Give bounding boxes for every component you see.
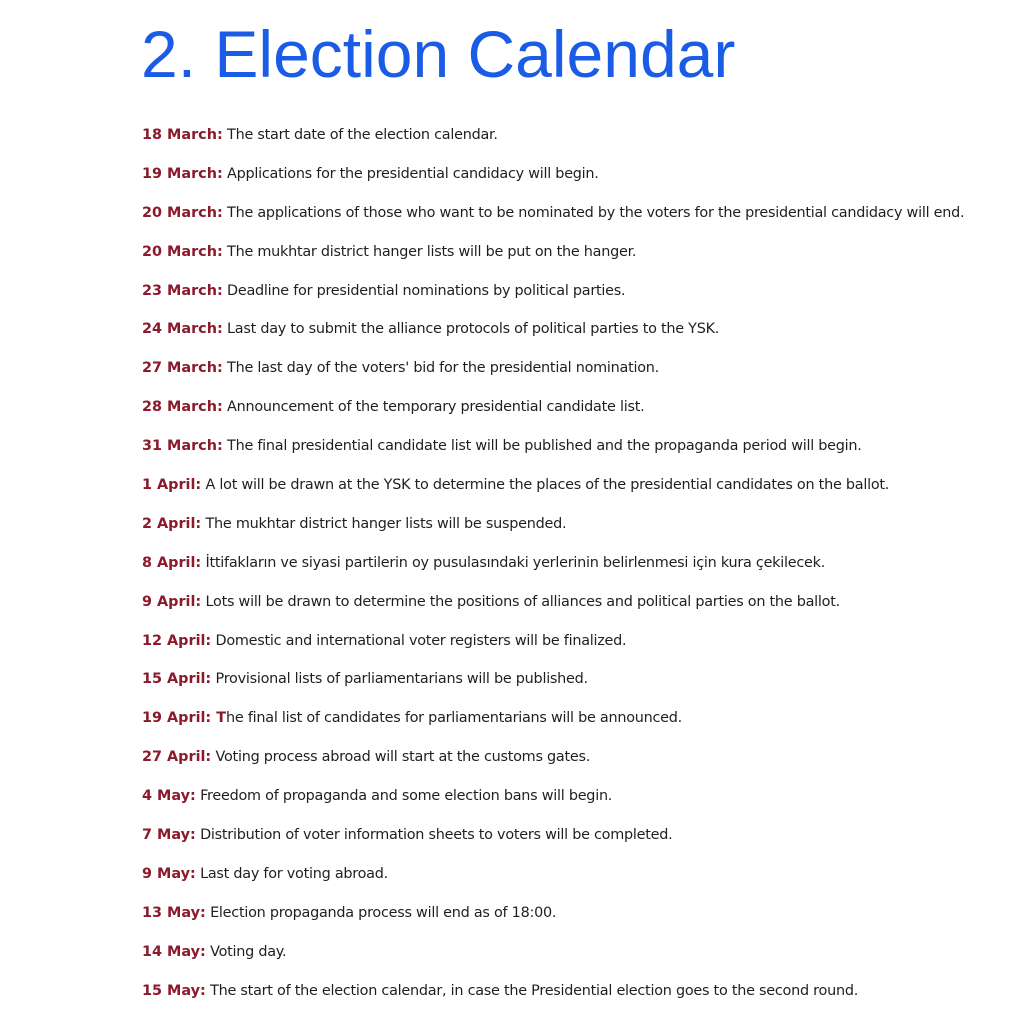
calendar-entry <box>142 512 1002 551</box>
entry-date: 15 May: <box>142 982 206 999</box>
calendar-entry <box>142 317 1002 356</box>
entry-date: 23 March: <box>142 282 223 299</box>
entry-date: 28 March: <box>142 399 223 416</box>
election-calendar-list <box>142 123 1002 1017</box>
entry-date: 19 April: T <box>142 710 227 727</box>
entry-description: The mukhtar district hanger lists will be suspended. <box>201 515 567 532</box>
calendar-entry <box>142 629 1002 668</box>
page-title: 2. Election Calendar <box>141 17 736 91</box>
entry-date: 27 April: <box>142 749 212 766</box>
entry-date: 7 May: <box>142 827 196 844</box>
entry-date: 4 May: <box>142 788 196 805</box>
calendar-entry <box>142 240 1002 279</box>
calendar-entry <box>142 862 1002 901</box>
entry-description: Lots will be drawn to determine the positions of alliances and political parties on the ballot. <box>201 593 840 610</box>
entry-date: 31 March: <box>142 438 223 455</box>
entry-description: Voting process abroad will start at the customs gates. <box>211 749 591 766</box>
calendar-entry <box>142 901 1002 940</box>
calendar-entry <box>142 473 1002 512</box>
entry-date: 20 March: <box>142 204 223 221</box>
entry-description: The last day of the voters' bid for the presidential nomination. <box>222 360 659 377</box>
entry-date: 27 March: <box>142 360 223 377</box>
entry-description: Last day for voting abroad. <box>195 865 388 882</box>
entry-date: 2 April: <box>142 515 202 532</box>
calendar-entry <box>142 706 1002 745</box>
entry-description: The start of the election calendar, in case the Presidential election goes to the second round. <box>205 982 859 999</box>
entry-date: 15 April: <box>142 671 212 688</box>
entry-description: Domestic and international voter registers will be finalized. <box>211 632 627 649</box>
entry-date: 1 April: <box>142 477 202 494</box>
entry-date: 18 March: <box>142 127 223 143</box>
entry-description: The final presidential candidate list will be published and the propaganda period will begin. <box>222 438 862 455</box>
calendar-entry <box>142 823 1002 862</box>
entry-description: Announcement of the temporary presidential candidate list. <box>222 399 645 416</box>
calendar-entry <box>142 784 1002 823</box>
entry-date: 20 March: <box>142 243 223 260</box>
entry-description: The applications of those who want to be nominated by the voters for the presidential candidacy will end. <box>222 204 965 221</box>
entry-date: 14 May: <box>142 943 206 960</box>
calendar-entry <box>142 590 1002 629</box>
entry-description: he final list of candidates for parliamentarians will be announced. <box>226 710 682 727</box>
entry-description: Freedom of propaganda and some election bans will begin. <box>195 788 613 805</box>
calendar-entry <box>142 162 1002 201</box>
entry-description: Last day to submit the alliance protocols of political parties to the YSK. <box>222 321 720 338</box>
calendar-entry <box>142 123 1002 162</box>
calendar-entry <box>142 356 1002 395</box>
calendar-entry <box>142 201 1002 240</box>
entry-description: Provisional lists of parliamentarians will be published. <box>211 671 588 688</box>
calendar-entry <box>142 395 1002 434</box>
entry-description: The mukhtar district hanger lists will be put on the hanger. <box>222 243 637 260</box>
entry-description: A lot will be drawn at the YSK to determine the places of the presidential candidates on the ballot. <box>201 477 890 494</box>
calendar-entry <box>142 940 1002 979</box>
calendar-entry <box>142 551 1002 590</box>
calendar-entry <box>142 434 1002 473</box>
entry-description: Applications for the presidential candidacy will begin. <box>222 165 599 182</box>
calendar-entry <box>142 745 1002 784</box>
calendar-entry <box>142 279 1002 318</box>
entry-description: Distribution of voter information sheets to voters will be completed. <box>195 827 673 844</box>
entry-date: 9 April: <box>142 593 202 610</box>
entry-description: The start date of the election calendar. <box>222 127 498 143</box>
entry-date: 12 April: <box>142 632 212 649</box>
entry-date: 8 April: <box>142 554 202 571</box>
entry-description: İttifakların ve siyasi partilerin oy pusulasındaki yerlerinin belirlenmesi için kura çekilecek. <box>201 554 826 571</box>
entry-date: 9 May: <box>142 865 196 882</box>
entry-date: 19 March: <box>142 165 223 182</box>
entry-description: Election propaganda process will end as of 18:00. <box>205 904 557 921</box>
entry-description: Voting day. <box>205 943 287 960</box>
calendar-entry <box>142 979 1002 1018</box>
calendar-entry <box>142 667 1002 706</box>
entry-date: 24 March: <box>142 321 223 338</box>
entry-description: Deadline for presidential nominations by political parties. <box>222 282 626 299</box>
entry-date: 13 May: <box>142 904 206 921</box>
